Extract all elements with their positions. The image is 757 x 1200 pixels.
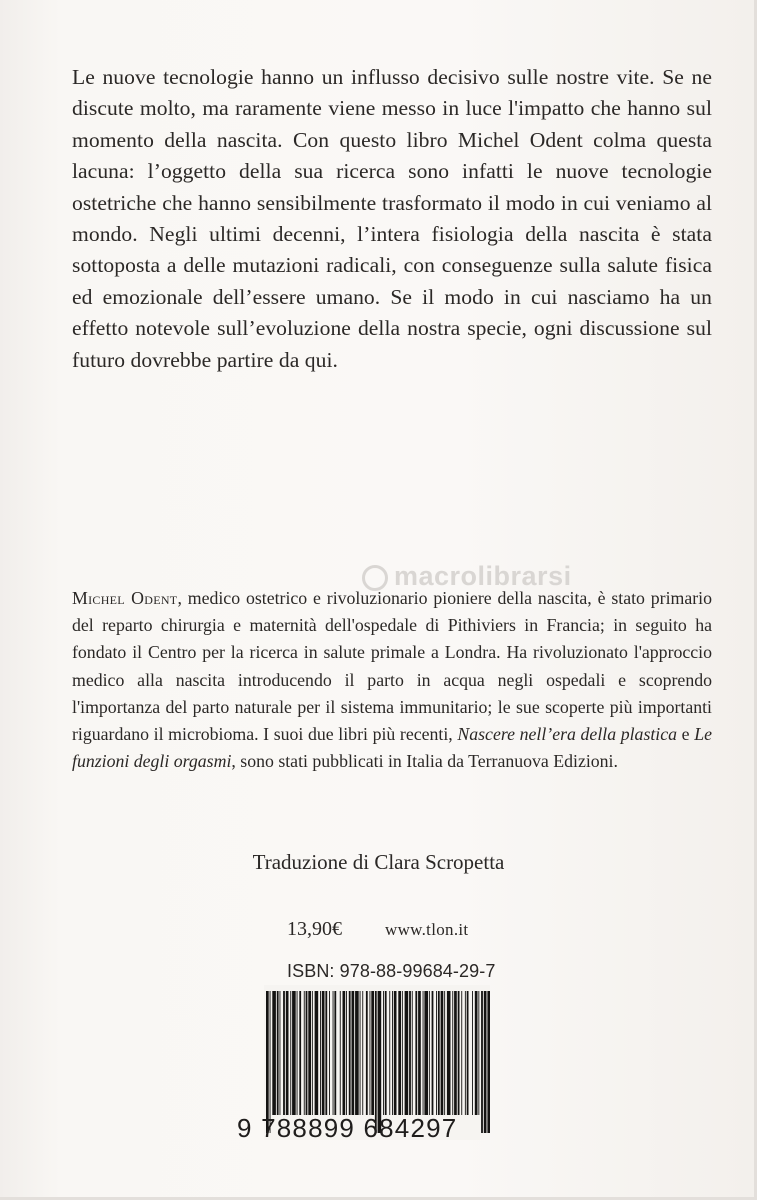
barcode-bar — [315, 991, 319, 1115]
barcode-bar — [277, 991, 279, 1115]
barcode-bar — [447, 991, 451, 1115]
barcode-bar — [444, 991, 445, 1115]
barcode-bar — [402, 991, 403, 1115]
barcode-bar — [333, 991, 334, 1115]
barcode-bar — [349, 991, 351, 1115]
price: 13,90€ — [287, 918, 342, 940]
barcode-bar — [467, 991, 469, 1115]
blurb — [72, 62, 712, 376]
barcode-bar — [283, 991, 285, 1115]
barcode-bar — [371, 991, 374, 1115]
author-bio-text — [72, 585, 712, 775]
barcode-bar — [325, 991, 327, 1115]
isbn: ISBN: 978-88-99684-29-7 — [287, 961, 496, 981]
bio-part1: , medico ostetrico e rivoluzionario pioniere della nascita, è stato primario del reparto chirurgia e maternità dell'ospedale di Pithiviers in Francia; in seguito ha fondato il Centro per la ricerca in salute primale a Londra. Ha rivoluzionato l'approccio medico alla nascita introducendo il parto in acqua negli ospedali e scoprendo l'importanza del parto naturale per il sistema immunitario; le sue scoperte più importanti riguardano il microbioma. I suoi due libri più recenti, — [72, 588, 712, 745]
bio-part2: , sono stati pubblicati in Italia da Terranuova Edizioni. — [231, 751, 618, 772]
barcode-bar — [452, 991, 453, 1115]
barcode-bar — [340, 991, 341, 1115]
barcode-bar — [320, 991, 321, 1115]
barcode-bar — [360, 991, 361, 1115]
barcode-bar — [366, 991, 368, 1115]
barcode-bar — [352, 991, 355, 1115]
book-title-1: Nascere nell’era della plastica — [457, 724, 678, 745]
barcode-bar — [329, 991, 330, 1115]
barcode-bar — [299, 991, 301, 1115]
author-bio — [72, 585, 712, 775]
barcode-bar — [308, 991, 311, 1115]
barcode-bar — [297, 991, 298, 1115]
blurb-text: Le nuove tecnologie hanno un influsso decisivo sulle nostre vite. Se ne discute molto, ma raramente viene messo in luce l'impatto che hanno sul momento della nascita. Con questo libro Michel Odent colma questa lacuna: l’oggetto della sua ricerca sono infatti le nuove tecnologie ostetriche che hanno sensibilmente trasformato il modo in cui veniamo al mondo. Negli ultimi decenni, l’intera fisiologia della nascita è stata sottoposta a delle mutazioni radicali, con conseguenze sulla salute fisica ed emozionale dell’essere umano. Se il modo in cui nasciamo ha un effetto notevole sull’evoluzione della nostra specie, ogni discussione sul futuro dovrebbe partire da qui. — [72, 65, 712, 372]
barcode-bar — [346, 991, 347, 1115]
barcode-bar — [409, 991, 411, 1115]
bio-connector: e — [677, 724, 695, 745]
barcode-bar — [334, 991, 336, 1115]
barcode-bar — [270, 991, 271, 1133]
barcode-bar — [322, 991, 325, 1115]
barcode-bar — [355, 991, 359, 1115]
barcode-bar — [484, 991, 487, 1133]
barcode-bar — [280, 991, 281, 1115]
barcode-bar — [418, 991, 421, 1115]
website: www.tlon.it — [385, 920, 469, 939]
barcode-bar — [472, 991, 473, 1115]
barcode-bar — [385, 991, 387, 1115]
barcode-bar — [465, 991, 466, 1115]
barcode-bar — [290, 991, 291, 1115]
barcode-bar — [286, 991, 289, 1115]
translation-credit: Traduzione di Clara Scropetta — [252, 850, 505, 874]
barcode-bar — [292, 991, 296, 1115]
barcode-bar — [429, 991, 430, 1115]
barcode-bar — [438, 991, 440, 1115]
barcode-bar — [383, 991, 384, 1115]
barcode-bar — [478, 991, 479, 1115]
barcode-bar — [436, 991, 437, 1115]
barcode-bar — [458, 991, 460, 1115]
barcode-bar — [412, 991, 413, 1115]
barcode-bar — [432, 991, 434, 1115]
barcode-bar — [481, 991, 483, 1133]
barcode-bar — [454, 991, 457, 1115]
barcode-bar — [424, 991, 428, 1115]
barcode-bar — [375, 991, 377, 1133]
barcode-bar — [423, 991, 424, 1115]
author-name: Michel Odent — [72, 588, 178, 608]
barcode-bar — [405, 991, 409, 1115]
barcode-bar — [398, 991, 401, 1115]
barcode-digits: 9 788899 684297 — [237, 1113, 458, 1143]
barcode-bar — [304, 991, 305, 1115]
barcode-bar — [461, 991, 462, 1115]
barcode-bar — [475, 991, 478, 1115]
barcode-bar — [441, 991, 444, 1115]
watermark-text: macrolibrarsi — [394, 561, 572, 591]
barcode-bar — [362, 991, 363, 1115]
barcode-bar — [266, 991, 269, 1133]
barcode-bar — [394, 991, 397, 1115]
barcode-bar — [392, 991, 393, 1115]
barcode-bar — [306, 991, 308, 1115]
barcode-bar — [370, 991, 371, 1115]
barcode-bar — [389, 991, 390, 1115]
book-title-2: Le funzioni degli orgasmi — [72, 724, 712, 772]
barcode-bar — [312, 991, 313, 1115]
barcode-bar — [272, 991, 276, 1115]
barcode-bar — [378, 991, 382, 1133]
barcode-bar — [343, 991, 346, 1115]
barcode-bar — [415, 991, 417, 1115]
barcode-bar — [487, 991, 490, 1133]
